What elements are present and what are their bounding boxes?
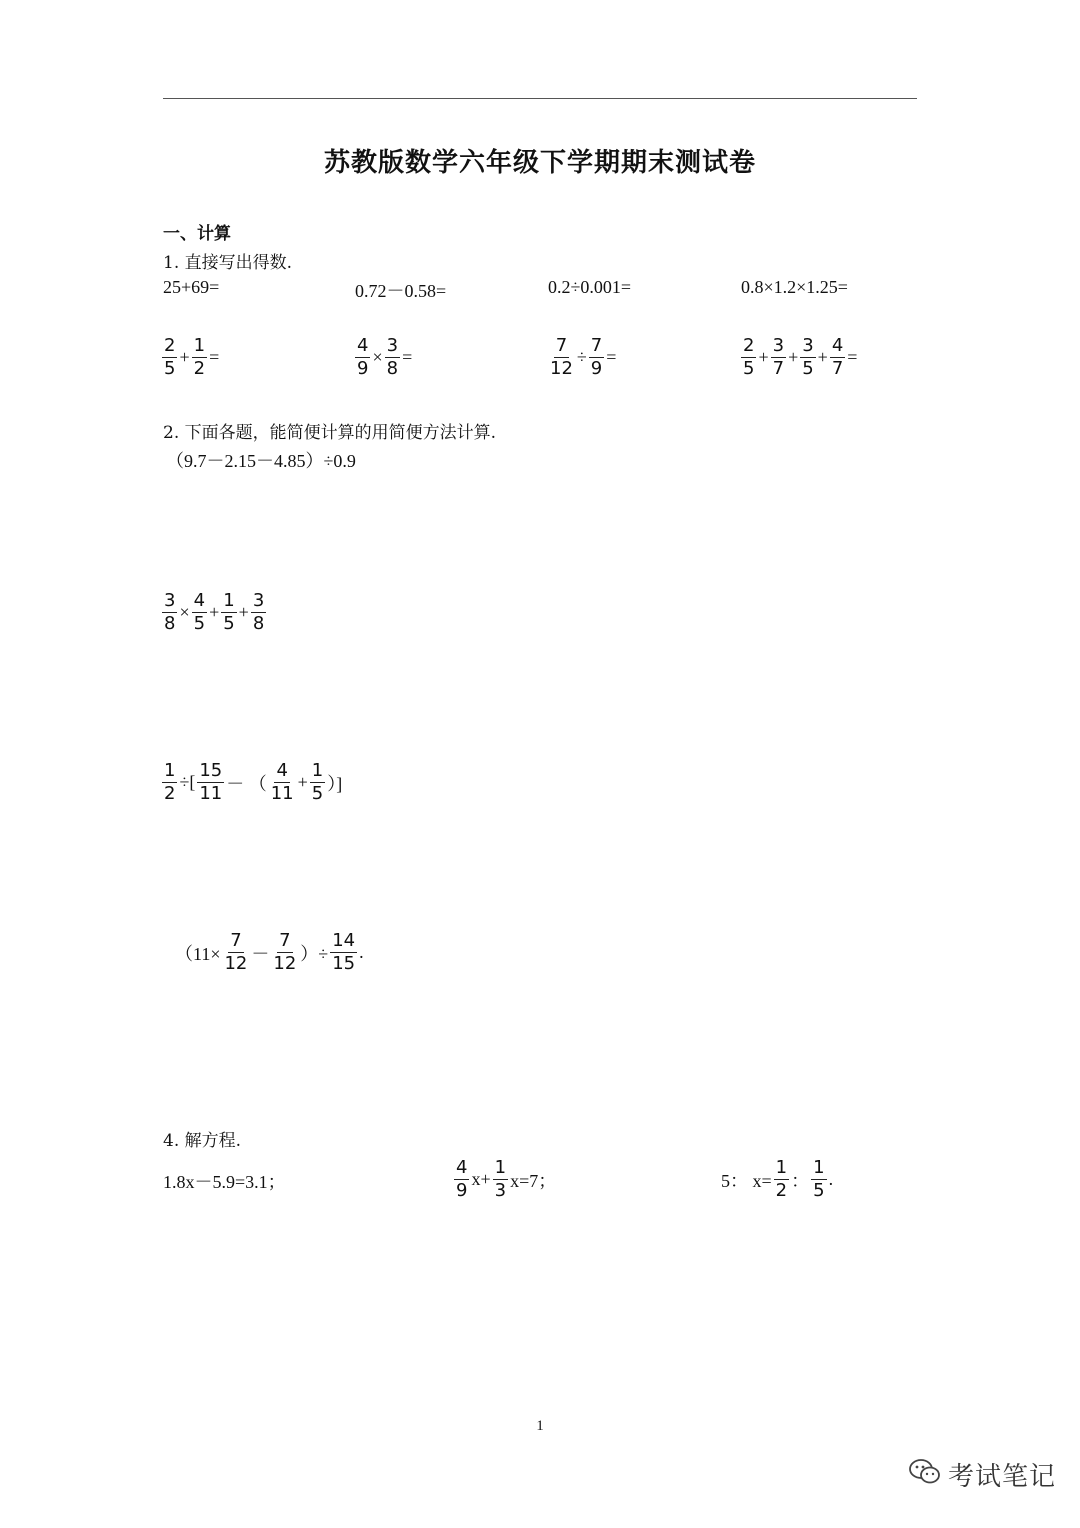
page-title: 苏教版数学六年级下学期期末测试卷 (323, 148, 756, 178)
fraction: $\frac{7}{9}$ (590, 335, 603, 379)
q1-frac-expr-3: $\frac{7}{12}$ ÷ $\frac{7}{9}$ = (550, 335, 617, 379)
watermark (908, 1456, 1056, 1493)
fraction: $\frac{1}{2}$ (164, 760, 176, 804)
fraction: $\frac{1}{2}$ (193, 335, 206, 379)
q2-expr-1: （9.7－2.15－4.85）÷0.9 (166, 451, 356, 471)
fraction: $\frac{3}{8}$ (164, 590, 176, 634)
q1-expr-2: 0.72－0.58= (355, 281, 447, 301)
q4-label: 4. 解方程. (163, 1131, 242, 1151)
q1-expr-3: 0.2÷0.001= (548, 277, 632, 297)
page-number: 1 (536, 1418, 544, 1434)
q1-frac-expr-2: $\frac{4}{9}$ × $\frac{3}{8}$ = (357, 335, 413, 379)
q2-expr-2: $\frac{3}{8}$ × $\frac{4}{5}$ + $\frac{1}{5}$ + $\frac{3}{8}$ (164, 590, 265, 634)
fraction: $\frac{1}{5}$ (813, 1157, 825, 1201)
q1-expr-1: 25+69= (163, 277, 220, 297)
q2-label: 2. 下面各题，能简便计算的用简便方法计算. (163, 423, 497, 443)
fraction: $\frac{4}{11}$ (270, 760, 294, 804)
fraction: $\frac{7}{12}$ (550, 335, 573, 379)
q1-label: 1. 直接写出得数. (163, 253, 293, 273)
fraction: $\frac{1}{5}$ (311, 760, 324, 804)
fraction: $\frac{4}{9}$ (357, 335, 369, 379)
fraction: $\frac{1}{3}$ (494, 1157, 507, 1201)
fraction: $\frac{3}{5}$ (802, 335, 814, 379)
fraction: $\frac{4}{9}$ (456, 1157, 468, 1201)
fraction: $\frac{7}{12}$ (273, 930, 297, 974)
section-heading: 一、计算 (163, 224, 231, 244)
fraction: $\frac{2}{5}$ (743, 335, 755, 379)
watermark-text: 考试笔记 (948, 1462, 1057, 1492)
fraction: $\frac{3}{8}$ (386, 335, 399, 379)
q4-equation-3: 5： x= $\frac{1}{2}$ ： $\frac{1}{5}$ . (721, 1157, 834, 1201)
fraction: $\frac{3}{7}$ (772, 335, 785, 379)
fraction: $\frac{7}{12}$ (224, 930, 248, 974)
wechat-icon (908, 1457, 942, 1492)
fraction: $\frac{1}{5}$ (223, 590, 235, 634)
header-rule (163, 98, 917, 99)
fraction: $\frac{15}{11}$ (199, 760, 223, 804)
fraction: $\frac{2}{5}$ (164, 335, 176, 379)
q2-expr-4: （11× $\frac{7}{12}$ － $\frac{7}{12}$ ）÷ $\frac{14}{15}$ . (175, 930, 364, 974)
q4-equation-2: $\frac{4}{9}$ x+ $\frac{1}{3}$ x=7； (456, 1157, 557, 1201)
fraction: $\frac{4}{5}$ (193, 590, 206, 634)
fraction: $\frac{14}{15}$ (332, 930, 356, 974)
q1-frac-expr-4: $\frac{2}{5}$ + $\frac{3}{7}$ + $\frac{3}{5}$ + $\frac{4}{7}$ = (743, 335, 858, 379)
fraction: $\frac{4}{7}$ (831, 335, 844, 379)
q1-frac-expr-1: $\frac{2}{5}$ + $\frac{1}{2}$ = (164, 335, 220, 379)
fraction: $\frac{1}{2}$ (775, 1157, 788, 1201)
fraction: $\frac{3}{8}$ (252, 590, 265, 634)
q2-expr-3: $\frac{1}{2}$ ÷[ $\frac{15}{11}$ － （ $\frac{4}{11}$ + $\frac{1}{5}$ ）] (164, 760, 343, 804)
q4-equation-1: 1.8x－5.9=3.1； (163, 1172, 286, 1192)
q1-expr-4: 0.8×1.2×1.25= (741, 277, 848, 297)
